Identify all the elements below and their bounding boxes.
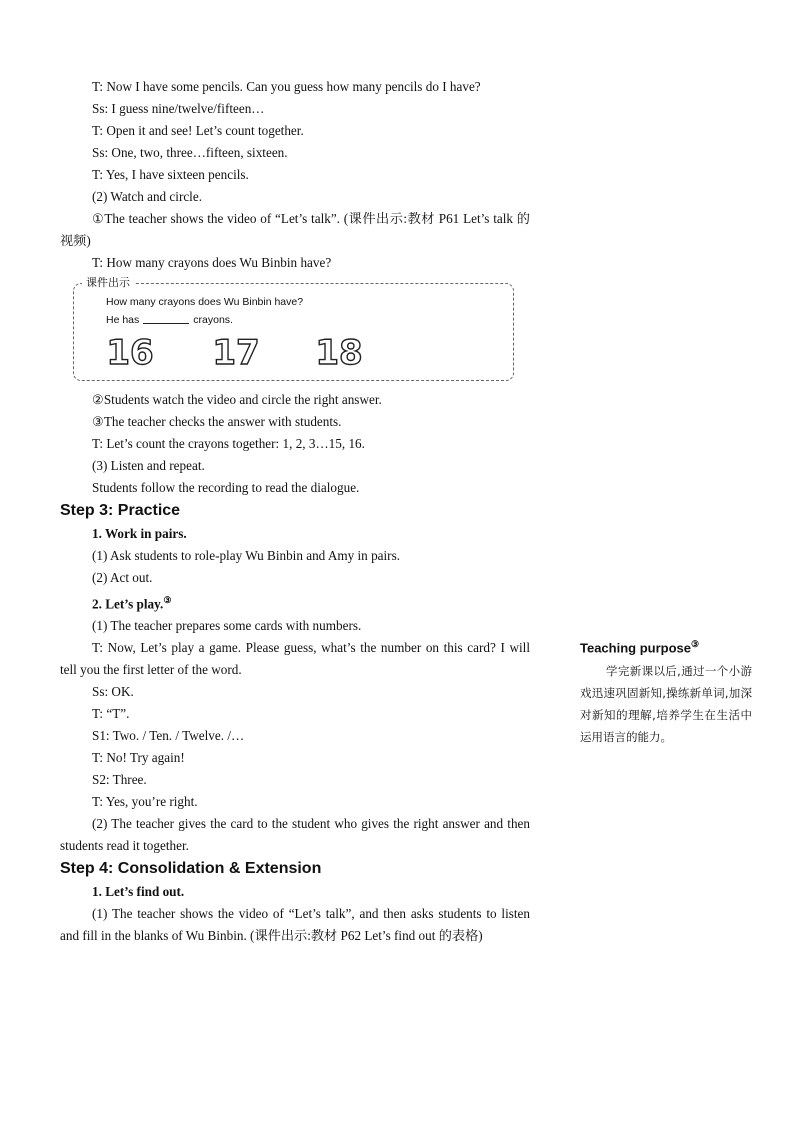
teaching-purpose-note <box>580 634 752 748</box>
dialogue-line: T: “T”. <box>92 706 130 722</box>
footnote-mark: ③ <box>691 639 700 649</box>
number-16-text: 16 <box>106 333 154 370</box>
instruction-line: (1) The teacher prepares some cards with numbers. <box>92 618 362 634</box>
activity-heading: (3) Listen and repeat. <box>92 458 205 473</box>
dialogue-line: T: No! Try again! <box>92 750 185 766</box>
dialogue-line: T: Let’s count the crayons together: 1, 2, 3…15, 16. <box>92 436 365 451</box>
dialogue-line: T: Now, Let’s play a game. Please guess, what’s the number on this card? I will tell you the first letter of the word. <box>60 640 530 678</box>
subheading: 1. Let’s find out. <box>92 884 185 900</box>
dialogue-line: S2: Three. <box>92 772 147 788</box>
instruction-line: Students follow the recording to read the dialogue. <box>92 480 360 495</box>
number-16-graphic <box>100 332 160 370</box>
instruction-line: (1) The teacher shows the video of “Let’s talk”, and then asks students to listen and fill in the blanks of Wu Binbin. (课件出示:教材 P62 Let’s find out 的表格) <box>60 906 530 944</box>
dialogue-line: T: How many crayons does Wu Binbin have? <box>92 255 332 270</box>
subheading-text: 2. Let’s play. <box>92 596 164 612</box>
instruction-line: ①The teacher shows the video of “Let’s talk”. (课件出示:教材 P61 Let’s talk 的视频) <box>60 211 530 248</box>
subheading: 1. Work in pairs. <box>92 526 187 541</box>
lesson-body <box>60 76 530 947</box>
courseware-answer <box>106 312 233 328</box>
dialogue-line: T: Yes, I have sixteen pencils. <box>92 167 249 182</box>
courseware-question: How many crayons does Wu Binbin have? <box>106 296 304 308</box>
step-3-heading: Step 3: Practice <box>60 502 181 519</box>
dialogue-line: T: Yes, you’re right. <box>92 794 198 810</box>
dialogue-line: S1: Two. / Ten. / Twelve. /… <box>92 728 245 744</box>
dialogue-line: Ss: One, two, three…fifteen, sixteen. <box>92 145 288 160</box>
step-4-heading: Step 4: Consolidation & Extension <box>60 860 322 878</box>
number-17-graphic <box>206 332 266 370</box>
dialogue-line: Ss: OK. <box>92 684 134 700</box>
instruction-line: (2) Act out. <box>92 570 153 585</box>
instruction-line: (1) Ask students to role-play Wu Binbin and Amy in pairs. <box>92 548 401 563</box>
instruction-line: ②Students watch the video and circle the right answer. <box>92 392 382 407</box>
answer-blank <box>143 323 189 324</box>
subheading <box>60 589 530 615</box>
teaching-purpose-title-text: Teaching purpose <box>580 640 691 656</box>
number-18-text: 18 <box>315 333 363 370</box>
answer-suffix: crayons. <box>193 314 233 326</box>
number-18-graphic <box>309 332 369 370</box>
instruction-line: (2) The teacher gives the card to the student who gives the right answer and then students read it together. <box>60 816 530 854</box>
dialogue-line: T: Open it and see! Let’s count together. <box>92 123 304 138</box>
dialogue-line: Ss: I guess nine/twelve/fifteen… <box>92 101 265 116</box>
answer-prefix: He has <box>106 314 140 326</box>
dialogue-line: T: Now I have some pencils. Can you guess how many pencils do I have? <box>92 79 481 94</box>
footnote-mark: ③ <box>163 595 172 605</box>
teaching-purpose-title <box>580 634 752 658</box>
courseware-tag: 课件出示 <box>82 275 134 291</box>
number-17-text: 17 <box>212 333 260 370</box>
instruction-line: ③The teacher checks the answer with students. <box>92 414 342 429</box>
teaching-purpose-text: 学完新课以后,通过一个小游戏迅速巩固新知,操练新单词,加深对新知的理解,培养学生在生活中运用语言的能力。 <box>580 664 752 745</box>
courseware-box <box>73 276 514 381</box>
activity-heading: (2) Watch and circle. <box>92 189 202 204</box>
